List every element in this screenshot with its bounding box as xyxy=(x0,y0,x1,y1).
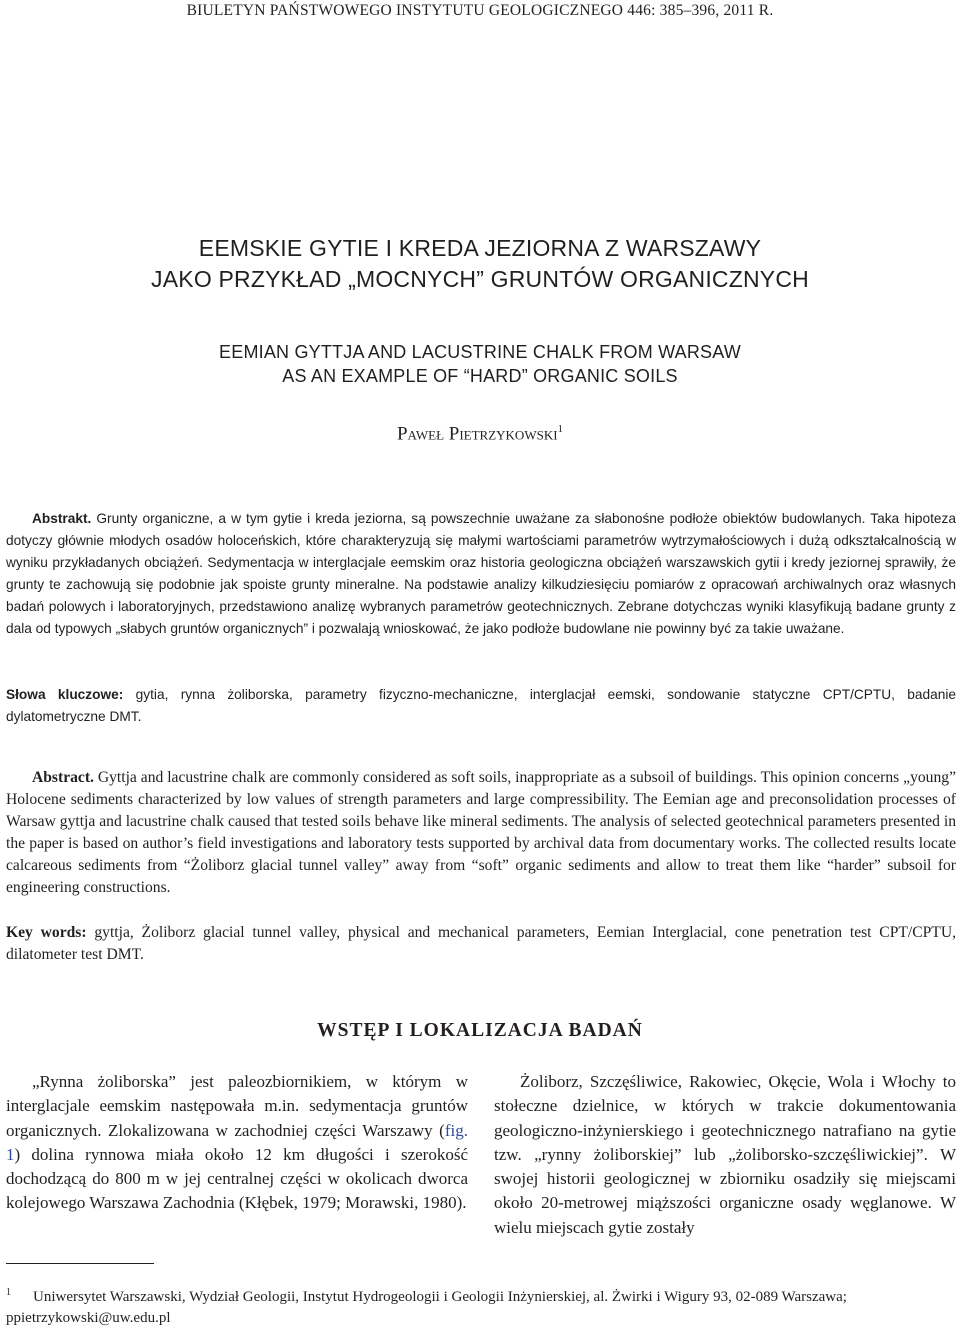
title-pl-line-2: JAKO PRZYKŁAD „MOCNYCH” GRUNTÓW ORGANICZNYCH xyxy=(151,266,809,292)
footnote-divider xyxy=(6,1263,154,1264)
title-en-line-1: EEMIAN GYTTJA AND LACUSTRINE CHALK FROM WARSAW xyxy=(219,342,741,362)
keywords-pl-label: Słowa kluczowe: xyxy=(6,687,124,702)
body-right-text: Żoliborz, Szczęśliwice, Rakowiec, Okęcie, Wola i Włochy to stołeczne dzielnice, w których w trakcie dokumentowania geologiczno-inżynierskiego i geotechnicznego natrafiano na gytie tzw. „rynny żoliborskiej” lub „żoliborsko-szczęśliwickiej”. W swojej historii geologicznej w zbiorniku osadziły się miejscami około 20-metrowej miąższości organiczne osady węglanowe. W wielu miejscach gytie zostały xyxy=(494,1072,956,1237)
keywords-en xyxy=(6,922,956,966)
abstract-en-label: Abstract. xyxy=(32,769,94,786)
abstract-en-text: Gyttja and lacustrine chalk are commonly considered as soft soils, inappropriate as a subsoil of buildings. This opinion concerns „young” Holocene sediments characterized by low values of strength parameters and large compressibility. The Eemian age and preconsolidation processes of Warsaw gyttja and lacustrine chalk caused that tested soils behave like mineral sediments. The analysis of selected geotechnical parameters presented in the paper is based on author’s field investigations and laboratory tests supported by archival data from documentary works. The collected results locate calcareous sediments from “Żoliborz glacial tunnel valley” away from “soft” organic sediments and allow to treat them like “harder” subsoil for engineering constructions. xyxy=(6,769,956,896)
abstract-pl-label: Abstrakt. xyxy=(32,511,92,526)
keywords-en-label: Key words: xyxy=(6,924,87,941)
footnote-text: Uniwersytet Warszawski, Wydział Geologii, Instytut Hydrogeologii i Geologii Inżynierskiej, al. Żwirki i Wigury 93, 02-089 Warszawa; ppietrzykowski@uw.edu.pl xyxy=(6,1289,847,1326)
body-column-left xyxy=(6,1070,468,1216)
keywords-en-text: gyttja, Żoliborz glacial tunnel valley, physical and mechanical parameters, Eemian Interglacial, cone penetration test CPT/CPTU, dilatometer test DMT. xyxy=(6,924,956,963)
abstract-pl-text: Grunty organiczne, a w tym gytie i kreda jeziorna, są powszechnie uważane za słabonośne podłoże obiektów budowlanych. Taka hipoteza dotyczy głównie młodych osadów holoceńskich, które charakteryzują się małymi wartościami parametrów wytrzymałościowych i dużą odkształcalnością w wyniku przykładanych obciążeń. Sedymentacja w interglacjale eemskim oraz historia geologiczna obciążeń warszawskich gytii i kredy jeziornej sprawiły, że grunty te zachowują się podobnie jak spoiste grunty mineralne. Na podstawie analizy kilkudziesięciu pomiarów z opracowań archiwalnych oraz własnych badań polowych i laboratoryjnych, przedstawiono analizę wybranych parametrów geotechnicznych. Zebrane dotychczas wyniki klasyfikują badane grunty z dala od typowych „słabych gruntów organicznych” i pozwalają wnioskować, że jako podłoże budowlane nie powinny być za takie uważane. xyxy=(6,511,956,636)
body-left-text-2: ) dolina rynnowa miała około 12 km długości i szerokość dochodzącą do 800 m w jej centralnej części w okolicach dworca kolejowego Warszawa Zachodnia (Kłębek, 1979; Morawski, 1980). xyxy=(6,1144,468,1213)
keywords-pl xyxy=(6,684,956,728)
abstract-pl xyxy=(6,508,956,640)
running-head: BIULETYN PAŃSTWOWEGO INSTYTUTU GEOLOGICZNEGO 446: 385–396, 2011 R. xyxy=(186,2,774,19)
author-name: Paweł Pietrzykowski xyxy=(396,423,558,445)
footnote xyxy=(6,1282,956,1329)
section-heading: WSTĘP I LOKALIZACJA BADAŃ xyxy=(317,1020,643,1041)
author xyxy=(0,423,960,445)
body-column-right xyxy=(494,1070,956,1240)
title-pl-line-1: EEMSKIE GYTIE I KREDA JEZIORNA Z WARSZAWY xyxy=(198,235,762,261)
title-en-line-2: AS AN EXAMPLE OF “HARD” ORGANIC SOILS xyxy=(282,366,678,386)
figure-reference-link[interactable]: fig. 1 xyxy=(6,1120,468,1164)
footnote-mark: 1 xyxy=(6,1287,11,1298)
keywords-pl-text: gytia, rynna żoliborska, parametry fizyczno-mechaniczne, interglacjał eemski, sondowanie statyczne CPT/CPTU, badanie dylatometryczne DMT. xyxy=(6,687,957,724)
abstract-en xyxy=(6,767,956,899)
affiliation-mark: 1 xyxy=(557,423,564,435)
body-left-text-1: „Rynna żoliborska” jest paleozbiornikiem, w którym w interglacjale eemskim następowała m.in. sedymentacja gruntów organicznych. Zlokalizowana w zachodniej części Warszawy ( xyxy=(6,1072,468,1140)
